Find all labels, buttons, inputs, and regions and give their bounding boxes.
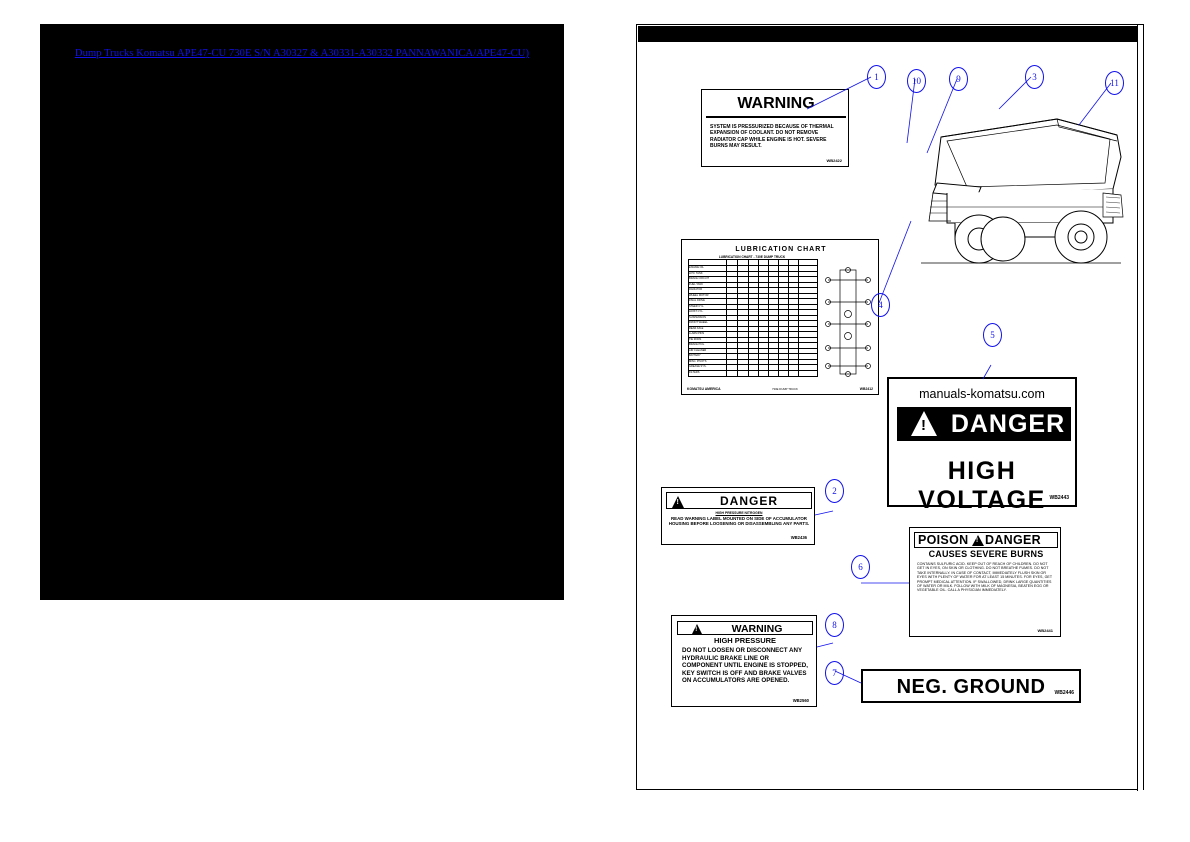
decal-high-voltage-code: WB2443 [1049, 495, 1069, 501]
lubrication-chart-row: BRAKE CIRCUIT [689, 277, 710, 280]
exclamation-icon: ! [976, 537, 979, 544]
lubrication-chart-footer-right: WB2412 [859, 387, 873, 391]
watermark-text: manuals-komatsu.com [919, 387, 1045, 401]
document-title-link[interactable]: Dump Trucks Komatsu APE47-CU 730E S/N A30327 & A30331-A30332 PANNAWANICA/APE47-CU) [74, 48, 530, 59]
lubrication-chart-row: BATTERY [689, 354, 701, 357]
figure-header-bar [638, 26, 1144, 42]
document-preview-pane [40, 24, 564, 600]
lubrication-chart-row: HOIST CYL. [689, 310, 704, 313]
decal-warning-high-pressure-body: DO NOT LOOSEN OR DISCONNECT ANY HYDRAULIC BRAKE LINE OR COMPONENT UNTIL ENGINE IS STOPPED, KEY SWITCH IS OFF AND BRAKE VALVES ON ACCUMULATORS ARE OPENED. [682, 647, 808, 685]
decal-location-figure [639, 43, 1135, 789]
callout-5[interactable]: 5 [983, 323, 1002, 347]
lubrication-chart-footer-center: 730E DUMP TRUCK [772, 387, 798, 391]
decal-danger-accumulator-subtitle: HIGH PRESSURE NITROGEN [715, 511, 763, 515]
callout-9[interactable]: 9 [949, 67, 968, 91]
decal-poison-danger-subtitle: CAUSES SEVERE BURNS [928, 549, 1044, 559]
decal-warning-high-pressure-code: WB2560 [792, 698, 809, 703]
callout-4[interactable]: 4 [871, 293, 890, 317]
lubrication-chart-row: REAR AXLE [689, 326, 704, 330]
lubrication-chart-row: WHEEL MOTOR [689, 293, 709, 297]
decal-warning-coolant-heading: WARNING [706, 95, 846, 118]
lubrication-chart-row: AIR CLEANER [689, 348, 707, 352]
decal-high-voltage-danger-word: DANGER [950, 410, 1066, 438]
lubrication-chart-row: TIE RODS [689, 337, 702, 341]
decal-warning-high-pressure-word: WARNING [731, 622, 783, 635]
decal-poison-danger-body: CONTAINS SULFURIC ACID. KEEP OUT OF REACH OF CHILDREN. DO NOT GET IN EYES, ON SKIN OR CLOTHING. DO NOT BREATHE FUMES. DO NOT TAKE INTERNALLY. IN CASE OF CONTACT, IMMEDIATELY FLUSH SKIN OR EYES WITH PLENTY OF WATER FOR AT LEAST 15 MINUTES. FOR EYES, GET PROMPT MEDICAL ATTENTION. IF SWALLOWED, DRINK LARGE QUANTITIES OF WATER OR MILK. FOLLOW WITH MILK OF MAGNESIA, BEATEN EGG OR VEGETABLE OIL. CALL A PHYSICIAN IMMEDIATELY. [917, 562, 1053, 593]
decal-danger-accumulator-word: DANGER [719, 494, 778, 508]
callout-2[interactable]: 2 [825, 479, 844, 503]
decal-neg-ground-text: NEG. GROUND [896, 676, 1046, 698]
decal-high-voltage-text: HIGH VOLTAGE [918, 457, 1046, 514]
callout-1[interactable]: 1 [867, 65, 886, 89]
callout-leader-lines [639, 43, 1135, 789]
lubrication-chart-row: ENGINE OIL [689, 266, 704, 269]
lubrication-chart-row: GREASE SYS. [689, 365, 707, 368]
decal-danger-accumulator-code: WB2436 [790, 535, 807, 540]
figure-pane [636, 24, 1144, 790]
lubrication-chart-row: FUEL TANK [689, 282, 703, 286]
lubrication-chart-subheading: LUBRICATION CHART - 730E DUMP TRUCK [718, 255, 786, 259]
callout-6[interactable]: 6 [851, 555, 870, 579]
lubrication-chart-row: FINAL DRIVE [689, 299, 705, 302]
exclamation-icon: ! [921, 417, 926, 434]
callout-10[interactable]: 10 [907, 69, 926, 93]
decal-danger-accumulator-body: READ WARNING LABEL MOUNTED ON SIDE OF ACCUMULATOR HOUSING BEFORE LOOSENING OR DISASSEMBLING ANY PARTS. [668, 516, 810, 527]
exclamation-icon: ! [695, 626, 698, 633]
lubrication-chart-row: RADIATOR [689, 288, 703, 291]
lubrication-chart-row: BRAKE PKG. [689, 343, 705, 346]
lubrication-chart-row: FILTERS [689, 370, 700, 374]
callout-8[interactable]: 8 [825, 613, 844, 637]
decal-poison-danger-code: WB2441 [1037, 628, 1053, 633]
lubrication-chart-row: MISC. PIVOTS [689, 359, 707, 363]
callout-11[interactable]: 11 [1105, 71, 1124, 95]
lubrication-chart-row: FRONT WHEEL [689, 321, 708, 324]
lubrication-chart-row: A-ARM PINS [689, 332, 705, 335]
lubrication-chart-row: SUSPENSION [689, 315, 707, 319]
lubrication-chart-footer-left: KOMATSU AMERICA [687, 387, 721, 391]
decal-warning-high-pressure-subtitle: HIGH PRESSURE [713, 636, 777, 645]
decal-warning-coolant-code: WB2422 [826, 158, 842, 163]
decal-poison-word: POISON [918, 533, 969, 547]
callout-7[interactable]: 7 [825, 661, 844, 685]
lubrication-chart-row: STEER CYL. [689, 304, 705, 308]
figure-side-bar [1137, 25, 1143, 791]
exclamation-icon: ! [676, 499, 679, 506]
lubrication-chart-heading: LUBRICATION CHART [735, 246, 827, 253]
callout-3[interactable]: 3 [1025, 65, 1044, 89]
decal-warning-coolant-body: SYSTEM IS PRESSURIZED BECAUSE OF THERMAL EXPANSION OF COOLANT. DO NOT REMOVE RADIATOR CAP WHILE ENGINE IS HOT. SEVERE BURNS MAY RESULT. [710, 124, 834, 149]
decal-neg-ground-code: WB2446 [1054, 690, 1074, 696]
decal-poison-danger-word: DANGER [985, 533, 1041, 547]
lubrication-chart-row: HYD. TANK [689, 271, 703, 275]
